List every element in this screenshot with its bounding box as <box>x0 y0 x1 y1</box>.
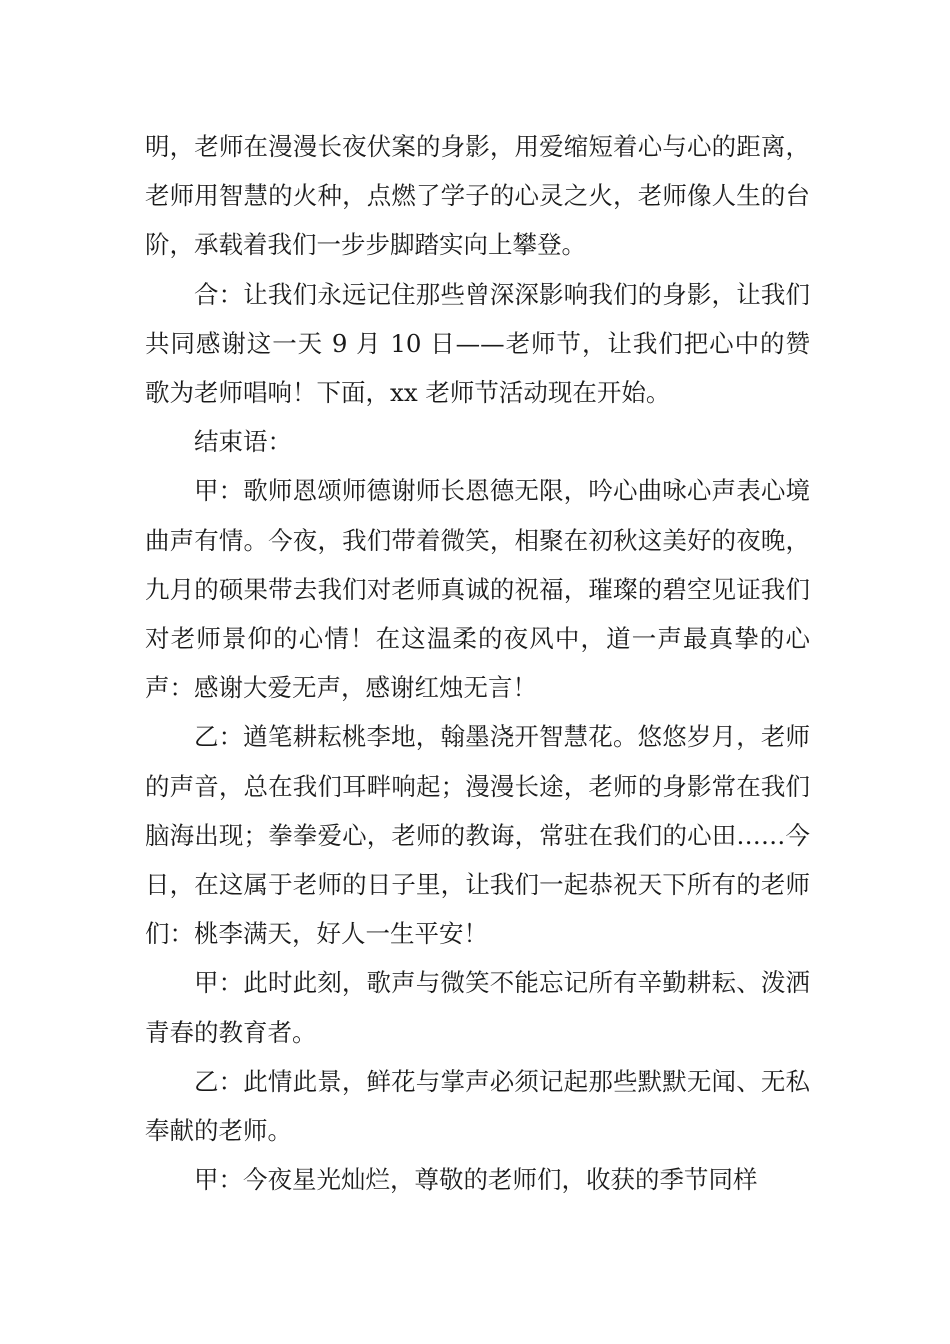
paragraph-host-b-1: 乙：遒笔耕耘桃李地，翰墨浇开智慧花。悠悠岁月，老师的声音，总在我们耳畔响起；漫漫长途，老师的身影常在我们脑海出现；拳拳爱心，老师的教诲，常驻在我们的心田……今日，在这属于老师的日子里，让我们一起恭祝天下所有的老师们：桃李满天，好人一生平安！ <box>145 722 810 949</box>
document-page <box>145 122 810 1204</box>
paragraph-continuation: 明，老师在漫漫长夜伏案的身影，用爱缩短着心与心的距离，老师用智慧的火种，点燃了学子的心灵之火，老师像人生的台阶，承载着我们一步步脚踏实向上攀登。 <box>145 132 810 260</box>
paragraph-host-a-2: 甲：此时此刻，歌声与微笑不能忘记所有辛勤耕耘、泼洒青春的教育者。 <box>145 968 810 1047</box>
paragraph-closing-heading: 结束语： <box>194 427 292 457</box>
paragraph-opening-together: 合：让我们永远记住那些曾深深影响我们的身影，让我们共同感谢这一天 9 月 10 日——老师节，让我们把心中的赞歌为老师唱响！下面，xx 老师节活动现在开始。 <box>145 279 810 408</box>
paragraph-host-a-1: 甲：歌师恩颂师德谢师长恩德无限，吟心曲咏心声表心境曲声有情。今夜，我们带着微笑，相聚在初秋这美好的夜晚，九月的硕果带去我们对老师真诚的祝福，璀璨的碧空见证我们对老师景仰的心情！在这温柔的夜风中，道一声最真挚的心声：感谢大爱无声，感谢红烛无言！ <box>145 476 810 703</box>
paragraph-host-b-2: 乙：此情此景，鲜花与掌声必须记起那些默默无闻、无私奉献的老师。 <box>145 1066 810 1146</box>
paragraph-host-a-3: 甲：今夜星光灿烂，尊敬的老师们，收获的季节同样 <box>194 1165 758 1195</box>
